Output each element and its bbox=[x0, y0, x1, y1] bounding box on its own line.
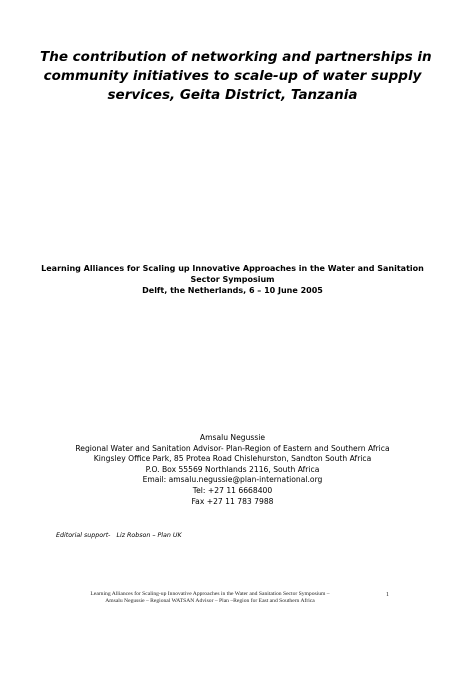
editorial-support: Editorial support- Liz Robson – Plan UK bbox=[56, 532, 182, 539]
author-position: Regional Water and Sanitation Advisor- Plan-Region of Eastern and Southern Africa bbox=[75, 443, 390, 453]
author-email: Email: amsalu.negussie@plan-international.org bbox=[142, 475, 323, 485]
author-phone: Tel: +27 11 6668400 bbox=[192, 485, 273, 495]
document-title bbox=[40, 48, 432, 105]
author-address: Kingsley Office Park, 85 Protea Road Chislehurston, Sandton South Africa bbox=[93, 454, 372, 464]
author-block bbox=[30, 433, 435, 507]
title-line: services, Geita District, Tanzania bbox=[107, 87, 358, 103]
author-fax: Fax +27 11 783 7988 bbox=[191, 496, 274, 506]
author-name: Amsalu Negussie bbox=[199, 433, 266, 442]
footer-line: Amsalu Negussie – Regional WATSAN Advisor – Plan –Region for East and Southern Africa bbox=[105, 598, 315, 605]
symposium-info bbox=[30, 263, 435, 296]
title-line: The contribution of networking and partnerships in bbox=[40, 49, 432, 65]
symposium-line: Delft, the Netherlands, 6 – 10 June 2005 bbox=[142, 286, 323, 295]
symposium-line: Sector Symposium bbox=[190, 275, 275, 284]
symposium-line: Learning Alliances for Scaling up Innovative Approaches in the Water and Sanitation bbox=[41, 264, 424, 273]
title-line: community initiatives to scale-up of water supply bbox=[43, 68, 422, 84]
page-footer bbox=[60, 591, 360, 606]
author-po-box: P.O. Box 55569 Northlands 2116, South Africa bbox=[145, 464, 320, 474]
page-number: 1 bbox=[386, 592, 389, 598]
footer-line: Learning Alliances for Scaling-up Innovative Approaches in the Water and Sanitation Sector Symposium – bbox=[90, 591, 330, 597]
